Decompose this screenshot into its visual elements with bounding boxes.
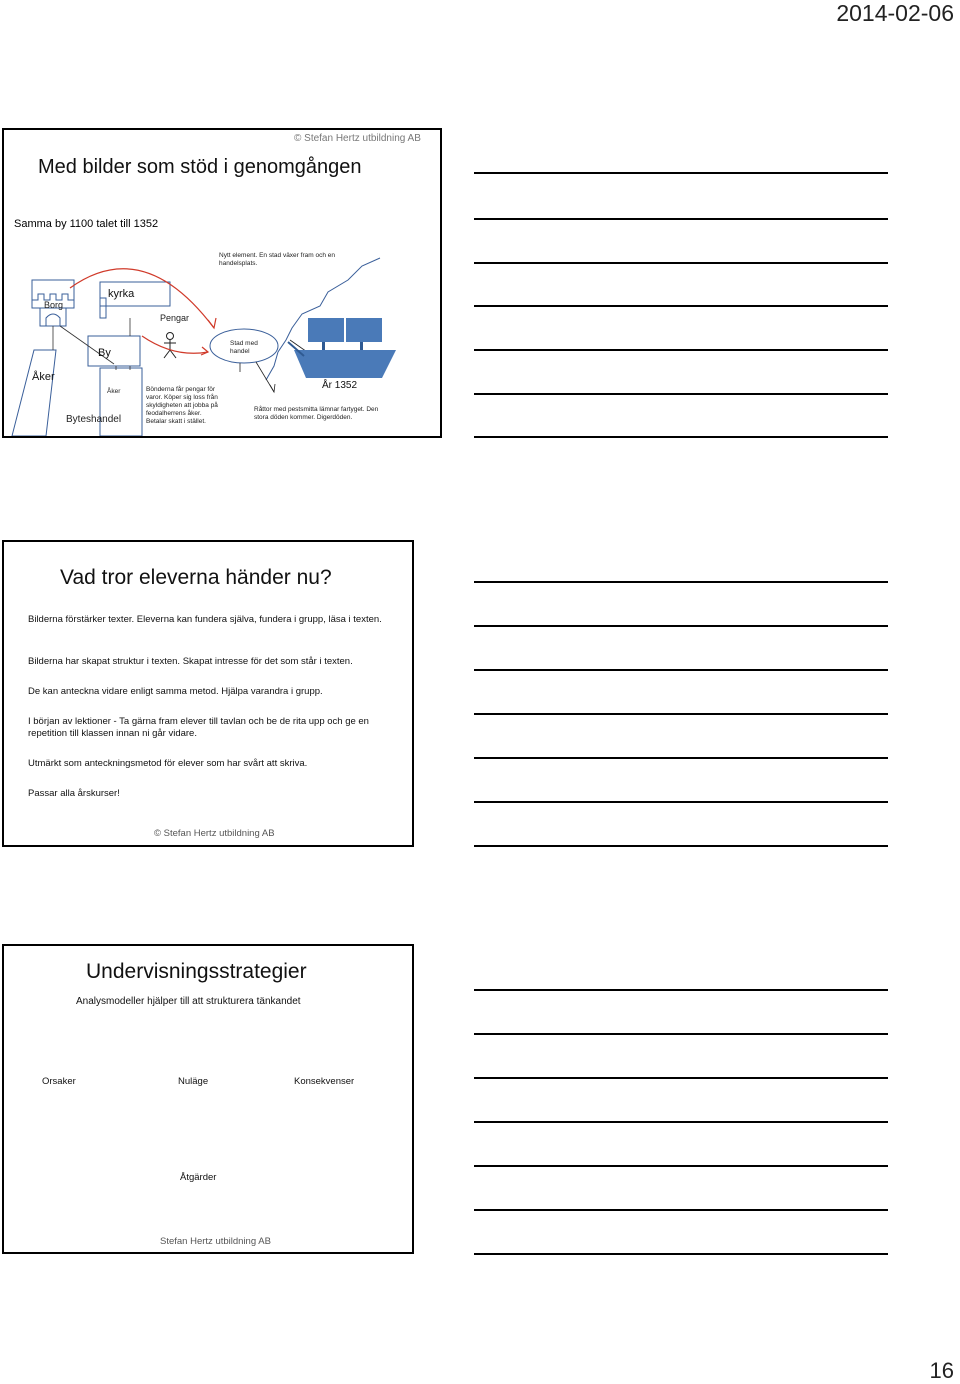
slide-3 xyxy=(2,944,414,1254)
farmers-text: Bönderna får pengar för varor. Köper sig loss från skyldigheten att jobba på feodalherrens åker. Betalar skatt i stället. xyxy=(146,386,218,425)
note-line xyxy=(474,393,888,395)
note-line xyxy=(474,218,888,220)
consequences-label: Konsekvenser xyxy=(294,1076,355,1087)
slide-2-paragraph: Passar alla årskurser! xyxy=(28,788,120,799)
plague-text: Råttor med pestsmitta lämnar fartyget. Den stora döden kommer. Digerdöden. xyxy=(254,406,379,421)
slide-3-subtitle: Analysmodeller hjälper till att strukturera tänkandet xyxy=(76,996,301,1007)
actions-label: Åtgärder xyxy=(180,1172,217,1183)
note-line xyxy=(474,989,888,991)
note-line xyxy=(474,436,888,438)
city-label: Stad med handel xyxy=(230,340,258,355)
slide-3-copyright: Stefan Hertz utbildning AB xyxy=(160,1236,271,1247)
person-icon xyxy=(164,333,176,359)
note-line xyxy=(474,801,888,803)
field-label: Åker xyxy=(32,371,55,383)
page-number: 16 xyxy=(929,1358,954,1383)
castle-label: Borg xyxy=(44,300,64,310)
new-element-text: Nytt element. En stad växer fram och en handelsplats. xyxy=(219,252,335,267)
small-field-label: Åker xyxy=(107,388,121,395)
note-line xyxy=(474,757,888,759)
slide-2-title: Vad tror eleverna händer nu? xyxy=(60,566,332,589)
note-line xyxy=(474,1121,888,1123)
slide-2-copyright: © Stefan Hertz utbildning AB xyxy=(154,828,275,839)
money-label: Pengar xyxy=(160,313,190,323)
slide-3-title: Undervisningsstrategier xyxy=(86,960,307,983)
note-line xyxy=(474,845,888,847)
slide-2-paragraph: Bilderna har skapat struktur i texten. Skapat intresse för det som står i texten. xyxy=(28,656,353,667)
year-label: År 1352 xyxy=(322,380,358,391)
slide-2 xyxy=(2,540,414,847)
note-line xyxy=(474,1253,888,1255)
page-date: 2014-02-06 xyxy=(836,0,954,26)
note-line xyxy=(474,1209,888,1211)
note-line xyxy=(474,1077,888,1079)
small-field-box xyxy=(100,368,142,436)
note-line xyxy=(474,262,888,264)
slide-2-paragraph: I början av lektioner - Ta gärna fram elever till tavlan och be de rita upp och ge en repetition till klassen innan ni går vidare. xyxy=(28,716,369,739)
note-line xyxy=(474,669,888,671)
note-line xyxy=(474,713,888,715)
causes-label: Orsaker xyxy=(42,1076,76,1087)
barter-label: Byteshandel xyxy=(66,414,122,425)
slide-2-paragraph: Utmärkt som anteckningsmetod för elever som har svårt att skriva. xyxy=(28,758,308,769)
note-line xyxy=(474,581,888,583)
note-line xyxy=(474,349,888,351)
current-state-label: Nuläge xyxy=(178,1076,209,1087)
slide-2-paragraph: De kan anteckna vidare enligt samma metod. Hjälpa varandra i grupp. xyxy=(28,686,323,697)
note-line xyxy=(474,172,888,174)
note-line xyxy=(474,625,888,627)
slide-1-subtitle: Samma by 1100 talet till 1352 xyxy=(14,218,159,230)
slide-1-title: Med bilder som stöd i genomgången xyxy=(38,156,362,178)
note-line xyxy=(474,1033,888,1035)
ship-icon xyxy=(288,318,396,378)
slide-1-copyright: © Stefan Hertz utbildning AB xyxy=(294,133,421,144)
note-line xyxy=(474,1165,888,1167)
note-line xyxy=(474,305,888,307)
slide-1 xyxy=(2,128,442,438)
field-shape xyxy=(12,350,56,436)
church-label: kyrka xyxy=(108,288,135,300)
village-diagram xyxy=(4,130,440,436)
village-label: By xyxy=(98,347,111,359)
slide-2-paragraph: Bilderna förstärker texter. Eleverna kan fundera själva, fundera i grupp, läsa i texten. xyxy=(28,614,382,625)
